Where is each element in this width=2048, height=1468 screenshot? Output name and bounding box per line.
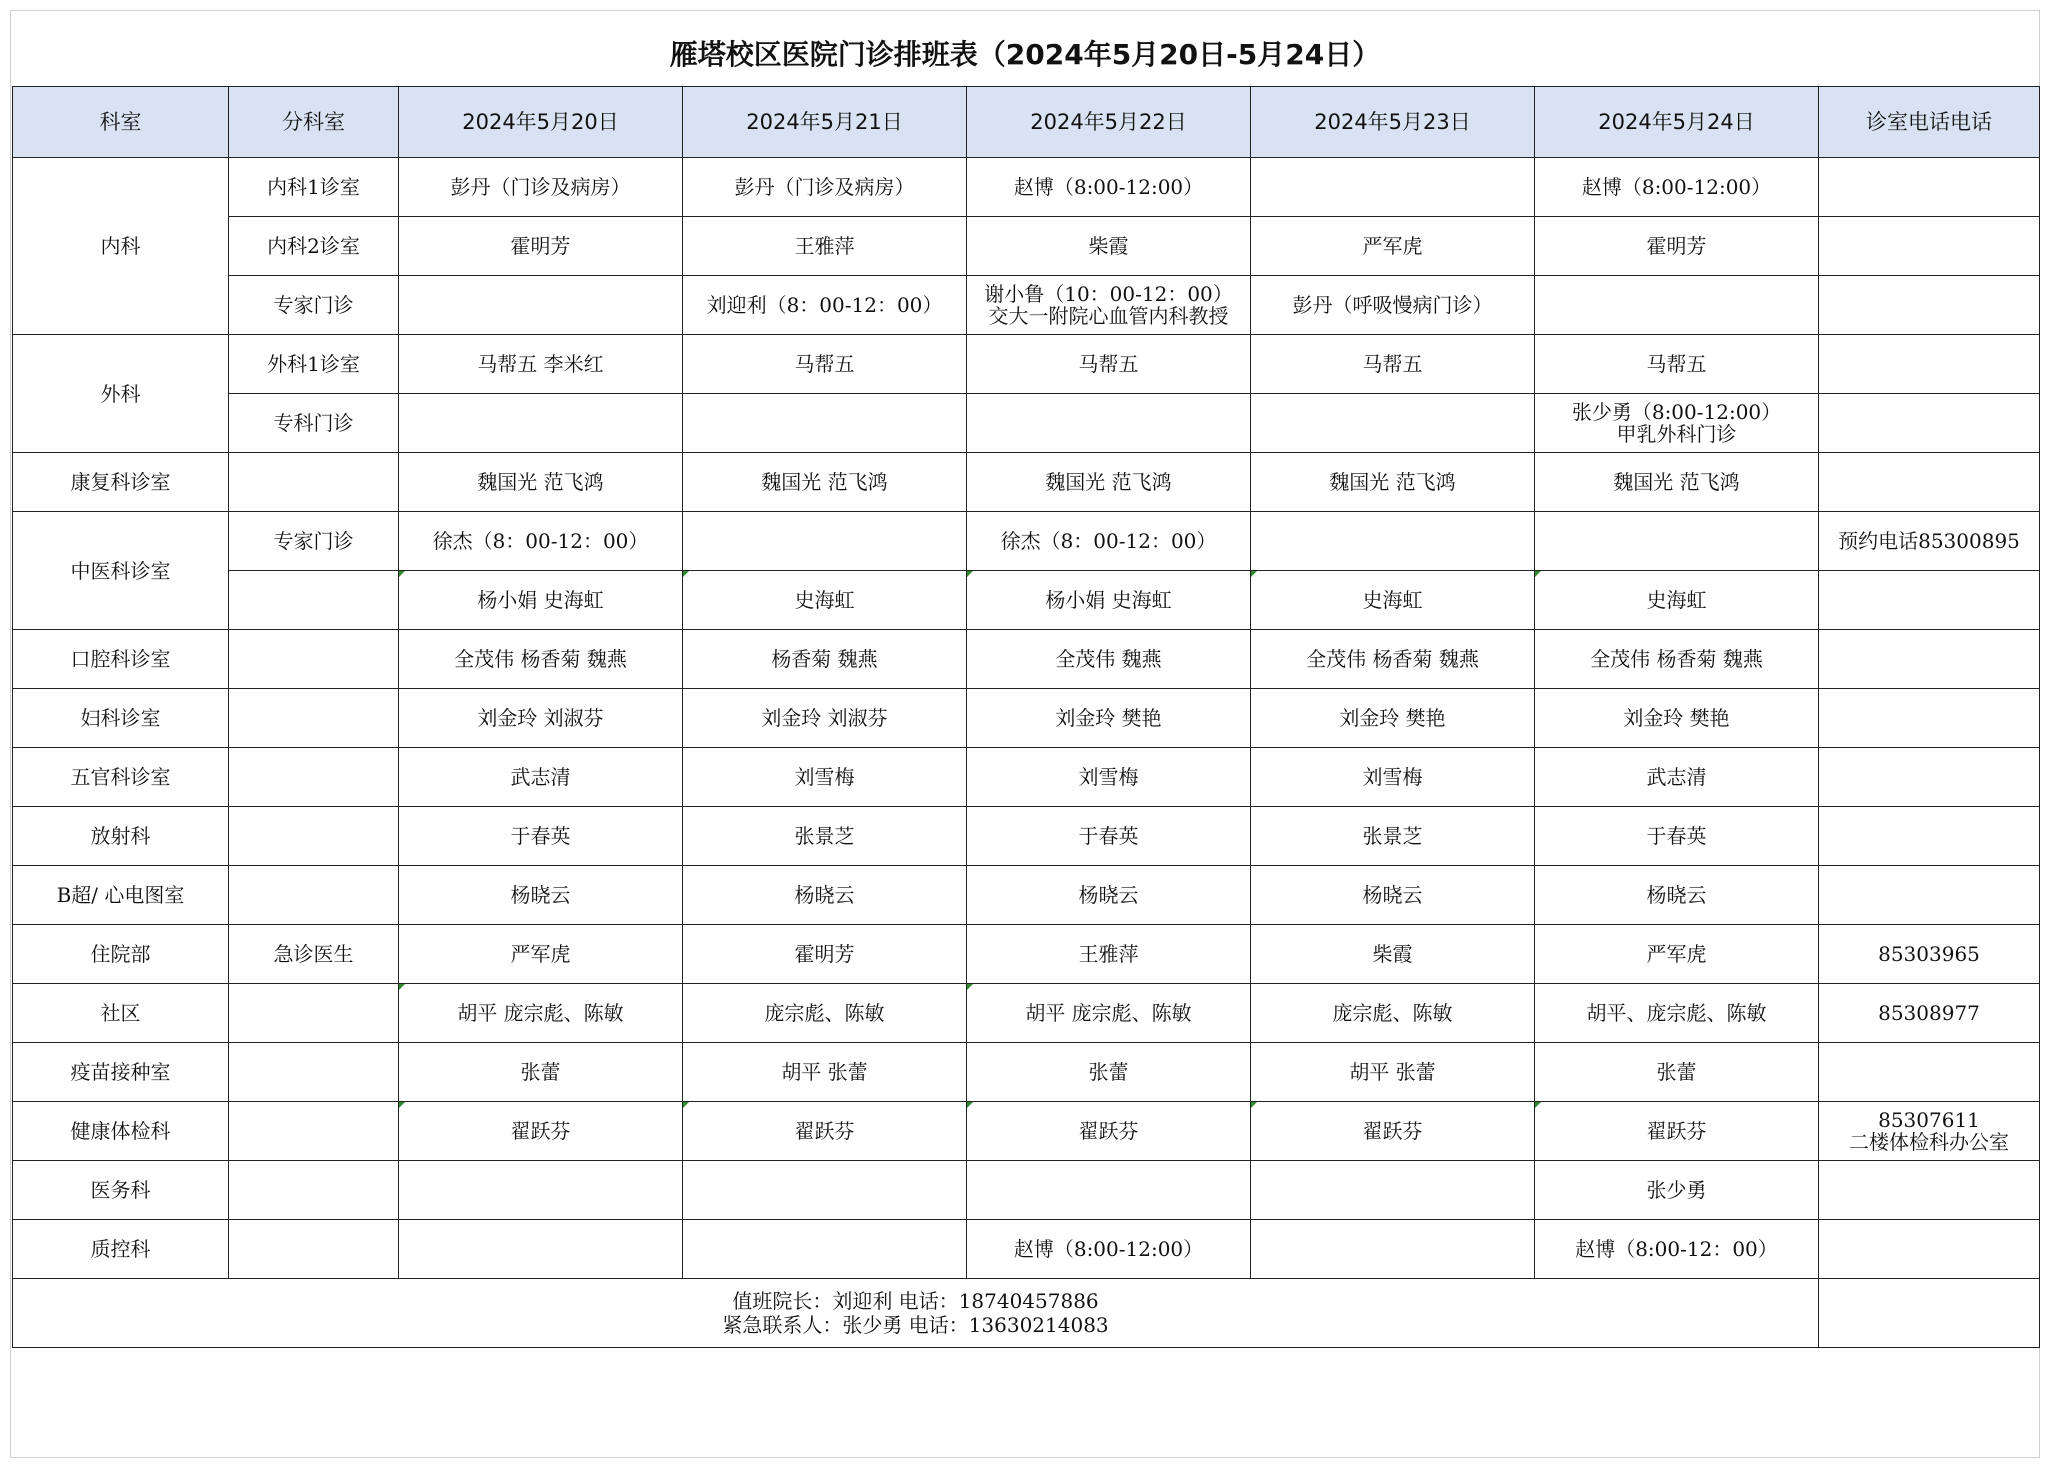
dept-cell: 内科: [13, 158, 229, 335]
subdept-cell: [229, 748, 399, 807]
phone-cell: [1819, 1161, 2040, 1220]
schedule-cell-line1: 张少勇（8:00-12:00）: [1571, 400, 1782, 424]
header-dept: 科室: [13, 87, 229, 158]
schedule-cell: 马帮五: [1251, 335, 1535, 394]
dept-cell: 妇科诊室: [13, 689, 229, 748]
schedule-cell: 王雅萍: [967, 925, 1251, 984]
schedule-cell: 杨晓云: [967, 866, 1251, 925]
schedule-cell: 全茂伟 杨香菊 魏燕: [1535, 630, 1819, 689]
subdept-cell: 专家门诊: [229, 512, 399, 571]
schedule-cell: 刘雪梅: [683, 748, 967, 807]
schedule-cell: 刘金玲 刘淑芬: [683, 689, 967, 748]
dept-cell: 医务科: [13, 1161, 229, 1220]
table-row: [13, 394, 2040, 453]
duty-contact-cell: [13, 1279, 1819, 1348]
dept-cell: 口腔科诊室: [13, 630, 229, 689]
schedule-cell: 翟跃芬: [967, 1102, 1251, 1161]
phone-cell: [1819, 748, 2040, 807]
subdept-cell: [229, 1102, 399, 1161]
dept-cell: B超/ 心电图室: [13, 866, 229, 925]
header-day-4: 2024年5月23日: [1251, 87, 1535, 158]
schedule-cell: 张蕾: [399, 1043, 683, 1102]
schedule-sheet: [10, 10, 2040, 1458]
subdept-cell: [229, 984, 399, 1043]
schedule-cell: 霍明芳: [1535, 217, 1819, 276]
schedule-cell: 张蕾: [967, 1043, 1251, 1102]
schedule-cell: [1251, 158, 1535, 217]
schedule-cell: 彭丹（门诊及病房）: [683, 158, 967, 217]
phone-line2: 二楼体检科办公室: [1849, 1130, 2009, 1154]
schedule-cell: [967, 1161, 1251, 1220]
schedule-cell: 霍明芳: [399, 217, 683, 276]
schedule-cell: 严军虎: [1535, 925, 1819, 984]
schedule-cell: 武志清: [1535, 748, 1819, 807]
phone-cell: 预约电话85300895: [1819, 512, 2040, 571]
header-day-1: 2024年5月20日: [399, 87, 683, 158]
schedule-cell: 张景芝: [683, 807, 967, 866]
schedule-cell: [683, 512, 967, 571]
dept-cell: 健康体检科: [13, 1102, 229, 1161]
header-row: [13, 87, 2040, 158]
schedule-cell: 魏国光 范飞鸿: [399, 453, 683, 512]
dept-cell: 疫苗接种室: [13, 1043, 229, 1102]
phone-cell: [1819, 276, 2040, 335]
subdept-cell: [229, 630, 399, 689]
schedule-cell: 胡平 庞宗彪、陈敏: [967, 984, 1251, 1043]
schedule-cell: [1535, 512, 1819, 571]
schedule-cell: 翟跃芬: [1535, 1102, 1819, 1161]
schedule-cell: 武志清: [399, 748, 683, 807]
schedule-cell: [1251, 512, 1535, 571]
table-row: [13, 925, 2040, 984]
schedule-cell: 马帮五: [1535, 335, 1819, 394]
table-row: [13, 1043, 2040, 1102]
phone-cell: [1819, 571, 2040, 630]
schedule-cell: 严军虎: [1251, 217, 1535, 276]
schedule-cell: 翟跃芬: [1251, 1102, 1535, 1161]
schedule-cell: 于春英: [399, 807, 683, 866]
schedule-cell: 翟跃芬: [683, 1102, 967, 1161]
schedule-cell: 杨香菊 魏燕: [683, 630, 967, 689]
dept-cell: 康复科诊室: [13, 453, 229, 512]
schedule-cell: [1251, 394, 1535, 453]
subdept-cell: 外科1诊室: [229, 335, 399, 394]
phone-cell: [1819, 866, 2040, 925]
schedule-cell: [399, 1220, 683, 1279]
schedule-cell: 赵博（8:00-12：00）: [1535, 1220, 1819, 1279]
schedule-cell: 于春英: [1535, 807, 1819, 866]
table-row: [13, 984, 2040, 1043]
dept-cell: 住院部: [13, 925, 229, 984]
schedule-cell: 彭丹（呼吸慢病门诊）: [1251, 276, 1535, 335]
schedule-cell: [1535, 394, 1819, 453]
schedule-cell: 徐杰（8：00-12：00）: [399, 512, 683, 571]
table-row: [13, 335, 2040, 394]
schedule-cell: [399, 276, 683, 335]
schedule-cell: 王雅萍: [683, 217, 967, 276]
schedule-cell: [1251, 1220, 1535, 1279]
table-row: [13, 217, 2040, 276]
schedule-cell: 刘金玲 樊艳: [1535, 689, 1819, 748]
schedule-cell: 庞宗彪、陈敏: [1251, 984, 1535, 1043]
schedule-cell: [1251, 1161, 1535, 1220]
schedule-cell: 胡平 张蕾: [683, 1043, 967, 1102]
subdept-cell: [229, 1220, 399, 1279]
subdept-cell: 专家门诊: [229, 276, 399, 335]
schedule-cell: 庞宗彪、陈敏: [683, 984, 967, 1043]
subdept-cell: [229, 866, 399, 925]
schedule-cell-line2: 交大一附院心血管内科教授: [988, 304, 1229, 328]
schedule-cell: 刘迎利（8：00-12：00）: [683, 276, 967, 335]
schedule-cell: 魏国光 范飞鸿: [967, 453, 1251, 512]
table-row: [13, 748, 2040, 807]
phone-cell: [1819, 453, 2040, 512]
schedule-cell: 于春英: [967, 807, 1251, 866]
table-row: [13, 807, 2040, 866]
schedule-cell: 史海虹: [683, 571, 967, 630]
phone-cell: [1819, 335, 2040, 394]
footer-row: [13, 1279, 2040, 1348]
table-row: [13, 1220, 2040, 1279]
schedule-cell: 全茂伟 杨香菊 魏燕: [1251, 630, 1535, 689]
schedule-cell: [967, 276, 1251, 335]
subdept-cell: 内科1诊室: [229, 158, 399, 217]
phone-cell: [1819, 1220, 2040, 1279]
schedule-cell: 杨小娟 史海虹: [967, 571, 1251, 630]
emergency-contact: 紧急联系人：张少勇 电话：13630214083: [722, 1313, 1109, 1337]
schedule-cell: 胡平、庞宗彪、陈敏: [1535, 984, 1819, 1043]
schedule-cell: 张景芝: [1251, 807, 1535, 866]
subdept-cell: [229, 1161, 399, 1220]
schedule-cell: 刘金玲 樊艳: [967, 689, 1251, 748]
schedule-cell: 柴霞: [967, 217, 1251, 276]
phone-cell: [1819, 158, 2040, 217]
schedule-cell: 全茂伟 杨香菊 魏燕: [399, 630, 683, 689]
schedule-cell: 杨晓云: [683, 866, 967, 925]
schedule-cell: 赵博（8:00-12:00）: [1535, 158, 1819, 217]
schedule-cell: [967, 394, 1251, 453]
schedule-cell: 全茂伟 魏燕: [967, 630, 1251, 689]
schedule-cell: 杨晓云: [399, 866, 683, 925]
phone-cell: [1819, 807, 2040, 866]
schedule-cell: [683, 1220, 967, 1279]
subdept-cell: [229, 807, 399, 866]
table-row: [13, 276, 2040, 335]
header-subdept: 分科室: [229, 87, 399, 158]
schedule-cell: 张少勇: [1535, 1161, 1819, 1220]
schedule-cell: 严军虎: [399, 925, 683, 984]
subdept-cell: [229, 453, 399, 512]
dept-cell: 质控科: [13, 1220, 229, 1279]
table-row: [13, 571, 2040, 630]
schedule-cell: 魏国光 范飞鸿: [683, 453, 967, 512]
schedule-cell: 史海虹: [1251, 571, 1535, 630]
dept-cell: 中医科诊室: [13, 512, 229, 630]
header-day-2: 2024年5月21日: [683, 87, 967, 158]
subdept-cell: 内科2诊室: [229, 217, 399, 276]
schedule-cell: 刘雪梅: [1251, 748, 1535, 807]
phone-cell: [1819, 630, 2040, 689]
table-row: [13, 1161, 2040, 1220]
subdept-cell: [229, 1043, 399, 1102]
schedule-cell: [1535, 276, 1819, 335]
subdept-cell: [229, 571, 399, 630]
schedule-cell: 魏国光 范飞鸿: [1251, 453, 1535, 512]
dept-cell: 五官科诊室: [13, 748, 229, 807]
schedule-cell: 柴霞: [1251, 925, 1535, 984]
schedule-cell: 杨晓云: [1535, 866, 1819, 925]
phone-line1: 85307611: [1878, 1108, 1980, 1132]
table-row: [13, 689, 2040, 748]
table-row: [13, 1102, 2040, 1161]
schedule-cell: [683, 1161, 967, 1220]
subdept-cell: [229, 689, 399, 748]
table-row: [13, 158, 2040, 217]
phone-cell: [1819, 1043, 2040, 1102]
table-row: [13, 630, 2040, 689]
schedule-cell: 魏国光 范飞鸿: [1535, 453, 1819, 512]
header-day-3: 2024年5月22日: [967, 87, 1251, 158]
schedule-table: [12, 86, 2040, 1348]
dept-cell: 社区: [13, 984, 229, 1043]
schedule-cell: 刘金玲 樊艳: [1251, 689, 1535, 748]
schedule-cell-line1: 谢小鲁（10：00-12：00）: [984, 282, 1233, 306]
schedule-cell: 史海虹: [1535, 571, 1819, 630]
header-day-5: 2024年5月24日: [1535, 87, 1819, 158]
subdept-cell: 专科门诊: [229, 394, 399, 453]
footer-empty-cell: [1819, 1279, 2040, 1348]
schedule-cell: 马帮五: [683, 335, 967, 394]
phone-cell: 85308977: [1819, 984, 2040, 1043]
table-row: [13, 866, 2040, 925]
phone-cell: [1819, 217, 2040, 276]
schedule-cell: 彭丹（门诊及病房）: [399, 158, 683, 217]
phone-cell: [1819, 1102, 2040, 1161]
page-title: 雁塔校区医院门诊排班表（2024年5月20日-5月24日）: [669, 38, 1381, 71]
schedule-cell: 刘金玲 刘淑芬: [399, 689, 683, 748]
schedule-cell: 刘雪梅: [967, 748, 1251, 807]
schedule-cell: 胡平 庞宗彪、陈敏: [399, 984, 683, 1043]
duty-director: 值班院长：刘迎利 电话：18740457886: [732, 1289, 1099, 1313]
subdept-cell: 急诊医生: [229, 925, 399, 984]
schedule-cell: [683, 394, 967, 453]
schedule-cell: [399, 1161, 683, 1220]
table-row: [13, 512, 2040, 571]
schedule-cell: 赵博（8:00-12:00）: [967, 158, 1251, 217]
header-phone: 诊室电话电话: [1819, 87, 2040, 158]
schedule-cell: 霍明芳: [683, 925, 967, 984]
phone-cell: [1819, 689, 2040, 748]
schedule-cell: 胡平 张蕾: [1251, 1043, 1535, 1102]
schedule-cell: 杨小娟 史海虹: [399, 571, 683, 630]
phone-cell: 85303965: [1819, 925, 2040, 984]
dept-cell: 放射科: [13, 807, 229, 866]
schedule-cell-line2: 甲乳外科门诊: [1616, 422, 1737, 446]
table-row: [13, 453, 2040, 512]
schedule-cell: 徐杰（8：00-12：00）: [967, 512, 1251, 571]
schedule-cell: [399, 394, 683, 453]
schedule-cell: 马帮五 李米红: [399, 335, 683, 394]
schedule-cell: 张蕾: [1535, 1043, 1819, 1102]
phone-cell: [1819, 394, 2040, 453]
dept-cell: 外科: [13, 335, 229, 453]
schedule-cell: 翟跃芬: [399, 1102, 683, 1161]
schedule-cell: 赵博（8:00-12:00）: [967, 1220, 1251, 1279]
schedule-cell: 马帮五: [967, 335, 1251, 394]
schedule-cell: 杨晓云: [1251, 866, 1535, 925]
